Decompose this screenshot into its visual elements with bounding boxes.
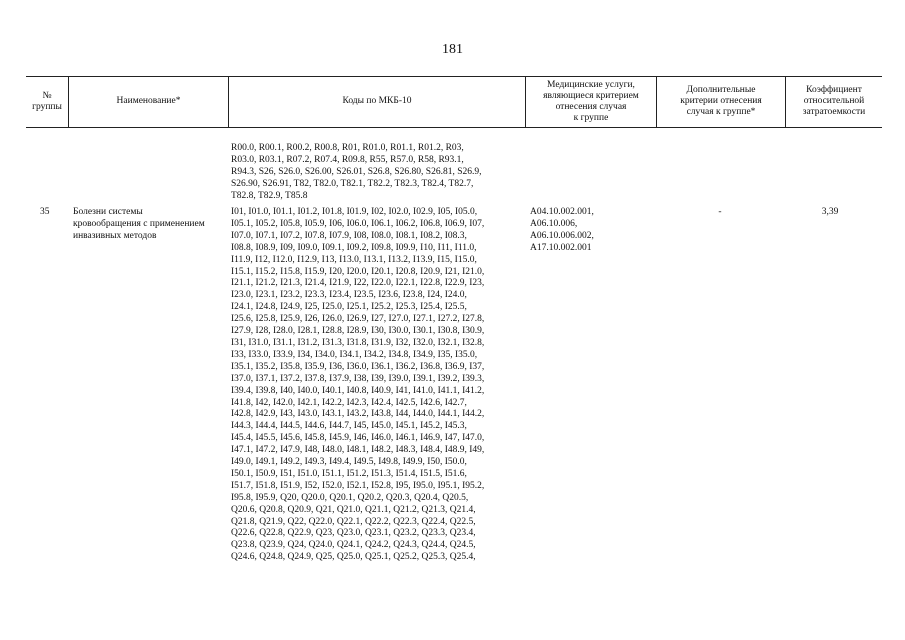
continuation-codes: R00.0, R00.1, R00.2, R00.8, R01, R01.0, R01.1, R01.2, R03, R03.0, R03.1, R07.2, R07.4, R09.8, R55, R57.0, R58, R93.1, R94.3, S26, S26.0, S26.00, S26.01, S26.8, S26.80, S26.81, S26.9, S26.90, S26.91, T82, T82.0, T82.1, T82.2, T82.3, T82.4, T82.7, T82.8, T82.9, T85.8: [231, 143, 482, 201]
header-icd-codes: Коды по МКБ-10: [342, 96, 412, 106]
additional-criteria: -: [718, 207, 722, 217]
medical-services: A04.10.002.001, A06.10.006, A06.10.006.002, A17.10.002.001: [530, 207, 594, 253]
header-coefficient: Коэффициент относительной затратоемкости: [802, 85, 866, 117]
cost-coefficient: 3,39: [821, 207, 839, 217]
header-group-number: № группы: [32, 90, 62, 112]
group-name: Болезни системы кровообращения с применением инвазивных методов: [73, 207, 205, 241]
header-name: Наименование*: [116, 96, 181, 106]
group-number: 35: [40, 207, 50, 217]
page-number: 181: [442, 42, 463, 57]
icd-codes: I01, I01.0, I01.1, I01.2, I01.8, I01.9, I02, I02.0, I02.9, I05, I05.0, I05.1, I05.2, I05.8, I05.9, I06, I06.0, I06.1, I06.2, I06.8, I06.9, I07, I07.0, I07.1, I07.2, I07.8, I07.9, I08, I08.0, I08.1, I08.2, I08.3, I08.8, I08.9, I09, I09.0, I09.1, I09.2, I09.8, I09.9, I10, I11, I11.0, I11.9, I12, I12.0, I12.9, I13, I13.0, I13.1, I13.2, I13.9, I15, I15.0, I15.1, I15.2, I15.8, I15.9, I20, I20.0, I20.1, I20.8, I20.9, I21, I21.0, I21.1, I21.2, I21.3, I21.4, I21.9, I22, I22.0, I22.1, I22.8, I22.9, I23, I23.0, I23.1, I23.2, I23.3, I23.4, I23.5, I23.6, I23.8, I24, I24.0, I24.1, I24.8, I24.9, I25, I25.0, I25.1, I25.2, I25.3, I25.4, I25.5, I25.6, I25.8, I25.9, I26, I26.0, I26.9, I27, I27.0, I27.1, I27.2, I27.8, I27.9, I28, I28.0, I28.1, I28.8, I28.9, I30, I30.0, I30.1, I30.8, I30.9, I31, I31.0, I31.1, I31.2, I31.3, I31.8, I31.9, I32, I32.0, I32.1, I32.8, I33, I33.0, I33.9, I34, I34.0, I34.1, I34.2, I34.8, I34.9, I35, I35.0, I35.1, I35.2, I35.8, I35.9, I36, I36.0, I36.1, I36.2, I36.8, I36.9, I37, I37.0, I37.1, I37.2, I37.8, I37.9, I38, I39, I39.0, I39.1, I39.2, I39.3, I39.4, I39.8, I40, I40.0, I40.1, I40.8, I40.9, I41, I41.0, I41.1, I41.2, I41.8, I42, I42.0, I42.1, I42.2, I42.3, I42.4, I42.5, I42.6, I42.7, I42.8, I42.9, I43, I43.0, I43.1, I43.2, I43.8, I44, I44.0, I44.1, I44.2, I44.3, I44.4, I44.5, I44.6, I44.7, I45, I45.0, I45.1, I45.2, I45.3, I45.4, I45.5, I45.6, I45.8, I45.9, I46, I46.0, I46.1, I46.9, I47, I47.0, I47.1, I47.2, I47.9, I48, I48.0, I48.1, I48.2, I48.3, I48.4, I48.9, I49, I49.0, I49.1, I49.2, I49.3, I49.4, I49.5, I49.8, I49.9, I50, I50.0, I50.1, I50.9, I51, I51.0, I51.1, I51.2, I51.3, I51.4, I51.5, I51.6, I51.7, I51.8, I51.9, I52, I52.0, I52.1, I52.8, I95, I95.0, I95.1, I95.2, I95.8, I95.9, Q20, Q20.0, Q20.1, Q20.2, Q20.3, Q20.4, Q20.5, Q20.6, Q20.8, Q20.9, Q21, Q21.0, Q21.1, Q21.2, Q21.3, Q21.4, Q21.8, Q21.9, Q22, Q22.0, Q22.1, Q22.2, Q22.3, Q22.4, Q22.5, Q22.6, Q22.8, Q22.9, Q23, Q23.0, Q23.1, Q23.2, Q23.3, Q23.4, Q23.8, Q23.9, Q24, Q24.0, Q24.1, Q24.2, Q24.3, Q24.4, Q24.5, Q24.6, Q24.8, Q24.9, Q25, Q25.0, Q25.1, Q25.2, Q25.3, Q25.4,: [231, 207, 485, 563]
table-header-bottom-rule: [26, 127, 882, 128]
header-additional-criteria: Дополнительные критерии отнесения случая к группе*: [680, 85, 762, 117]
header-medical-services: Медицинские услуги, являющиеся критерием отнесения случая к группе: [543, 79, 639, 123]
